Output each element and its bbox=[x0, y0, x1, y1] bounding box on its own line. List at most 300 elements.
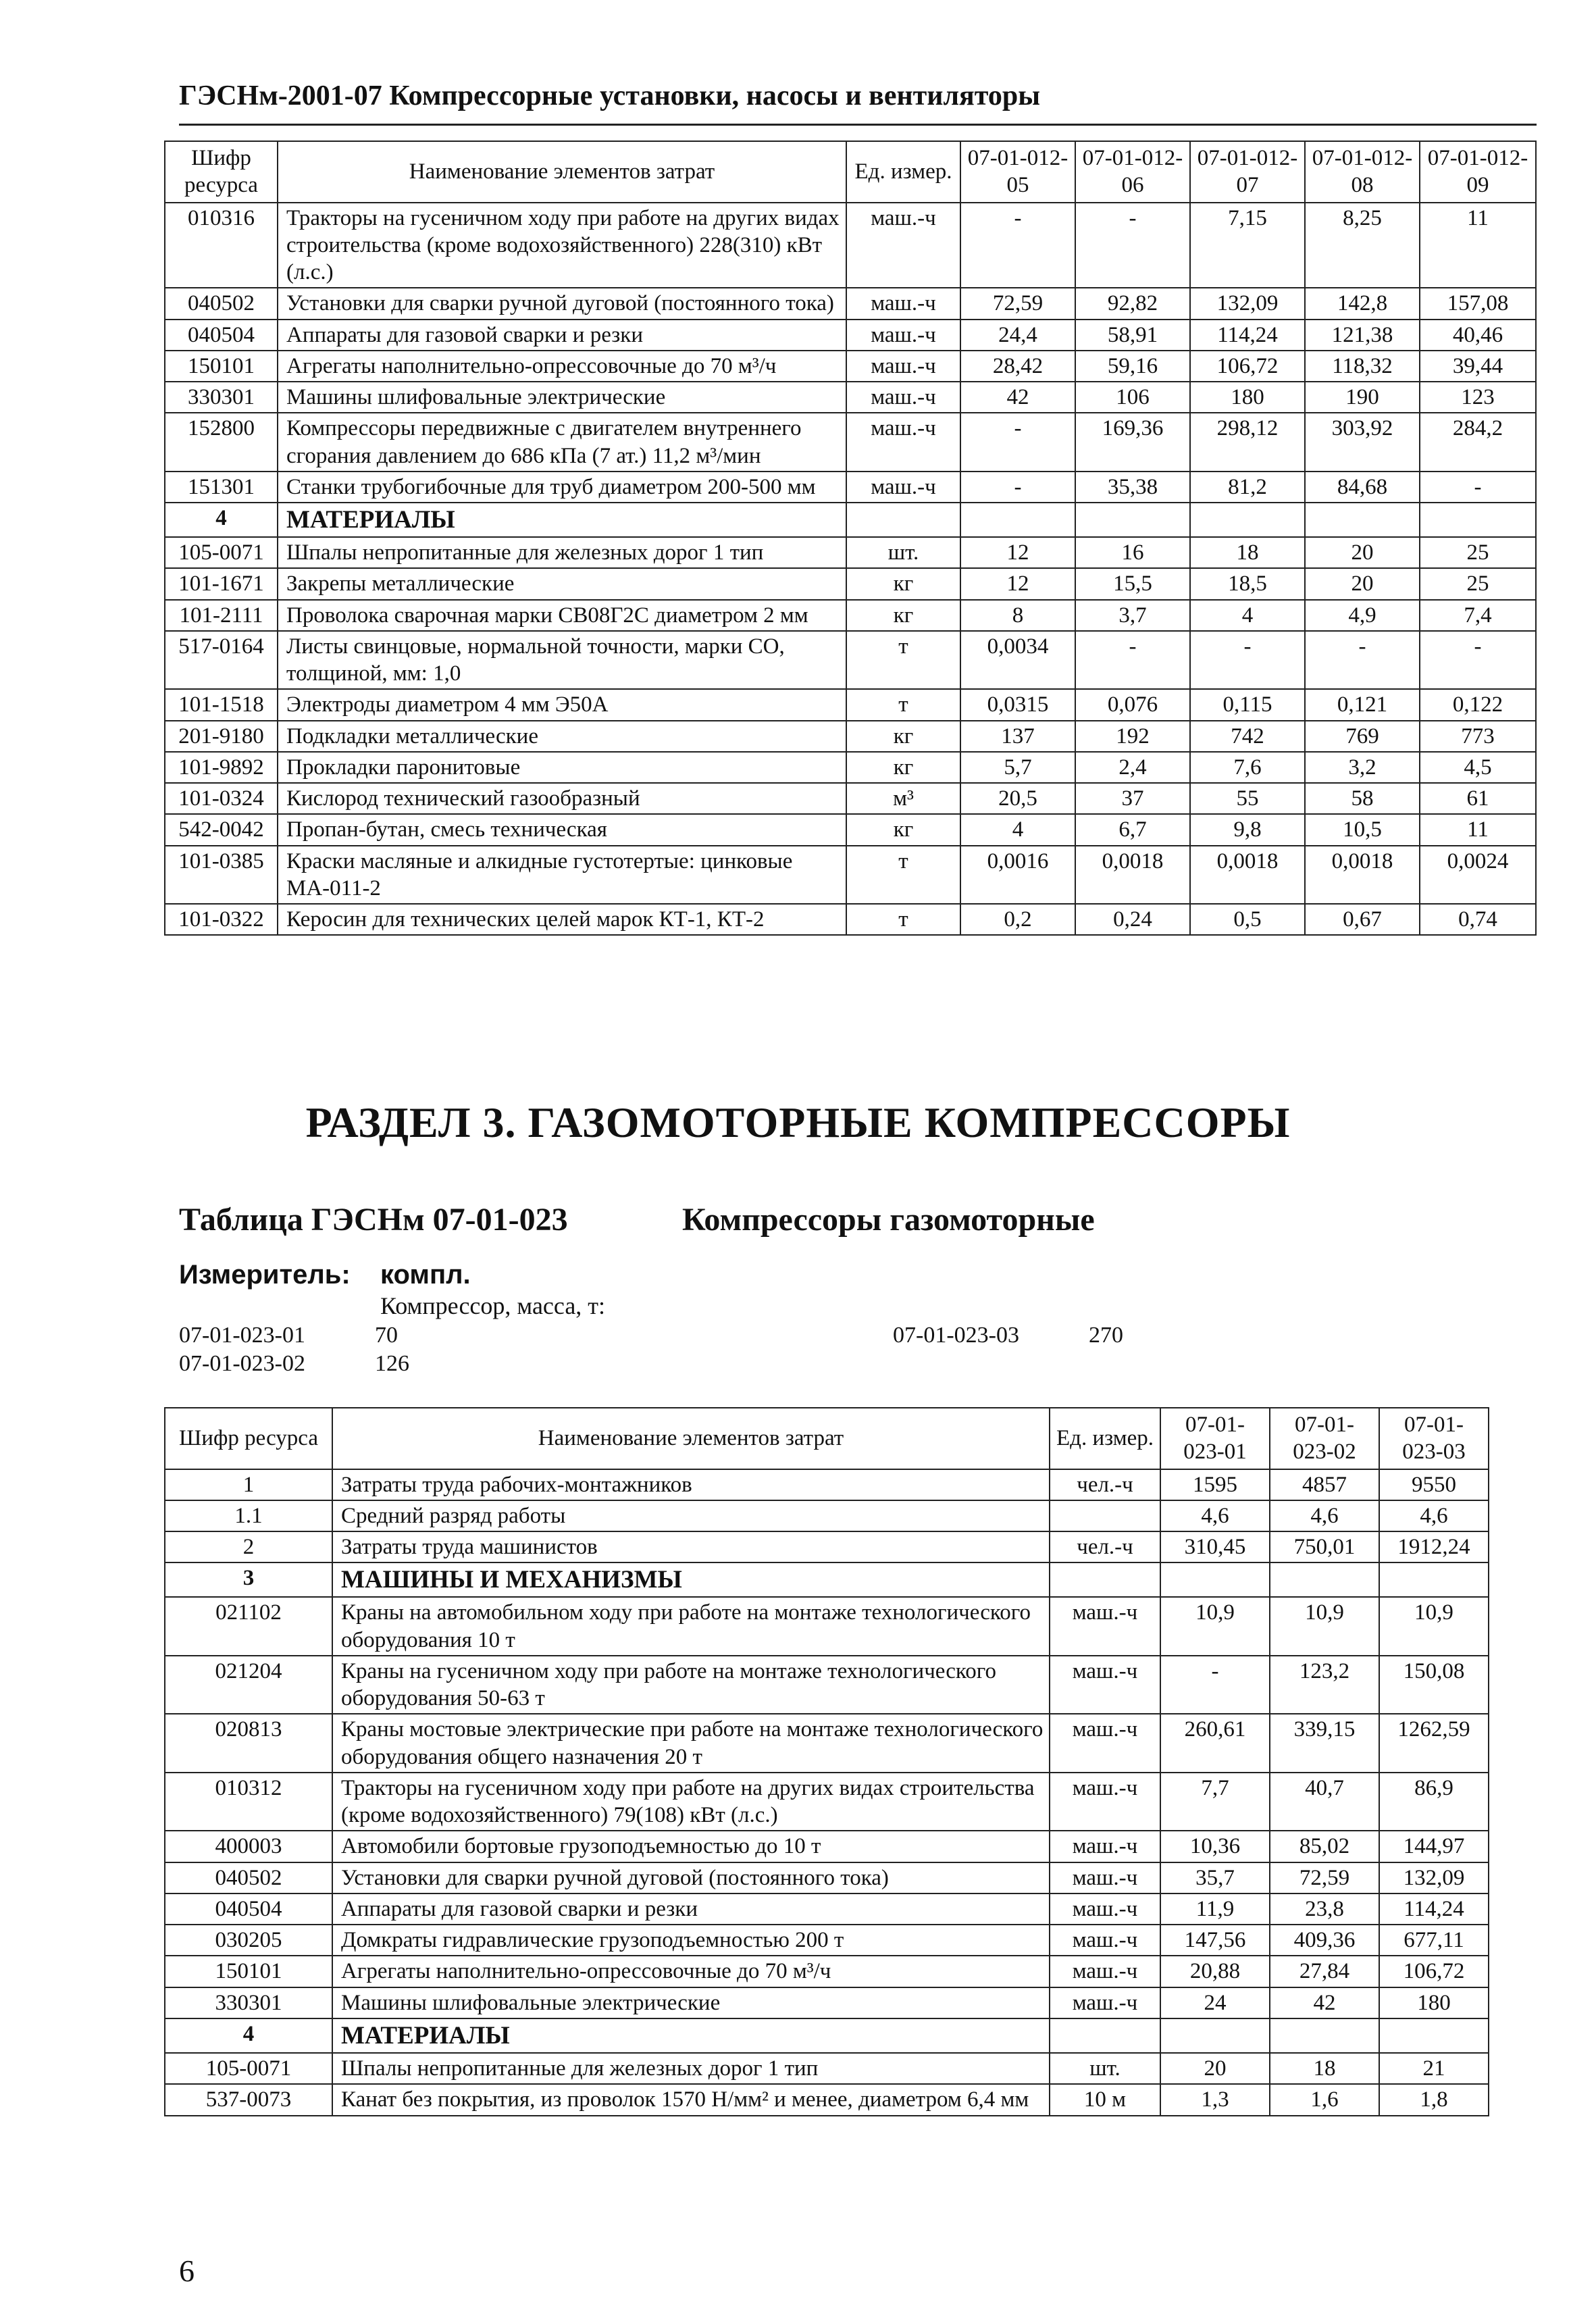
resource-code-cell: 150101 bbox=[165, 351, 278, 382]
value-cell: 4,6 bbox=[1379, 1500, 1489, 1531]
value-cell bbox=[960, 503, 1075, 537]
unit-cell: чел.-ч bbox=[1050, 1531, 1160, 1562]
value-cell: 742 bbox=[1190, 721, 1305, 752]
value-cell: 106 bbox=[1075, 382, 1190, 413]
resource-code-cell: 2 bbox=[165, 1531, 332, 1562]
value-cell: 180 bbox=[1379, 1987, 1489, 2018]
resource-code-cell: 1.1 bbox=[165, 1500, 332, 1531]
value-cell: 18 bbox=[1270, 2053, 1379, 2084]
col-header-variant: 07-01-012-08 bbox=[1305, 141, 1420, 203]
resource-table-1 bbox=[164, 141, 1537, 936]
parameter-label: Компрессор, масса, т: bbox=[380, 1292, 606, 1319]
col-header-variant: 07-01-023-01 bbox=[1160, 1408, 1270, 1469]
value-cell bbox=[1270, 2018, 1379, 2053]
value-cell: 4,6 bbox=[1160, 1500, 1270, 1531]
value-cell: 42 bbox=[960, 382, 1075, 413]
unit-cell: шт. bbox=[1050, 2053, 1160, 2084]
value-cell: 1,3 bbox=[1160, 2084, 1270, 2115]
unit-cell bbox=[846, 503, 960, 537]
value-cell: 118,32 bbox=[1305, 351, 1420, 382]
table-row bbox=[165, 1893, 1489, 1925]
table-row bbox=[165, 721, 1536, 752]
resource-code-cell: 020813 bbox=[165, 1714, 332, 1773]
value-cell: 40,7 bbox=[1270, 1773, 1379, 1831]
value-cell: 4 bbox=[960, 814, 1075, 845]
value-cell: 9550 bbox=[1379, 1469, 1489, 1500]
value-cell: 769 bbox=[1305, 721, 1420, 752]
value-cell: 1,8 bbox=[1379, 2084, 1489, 2115]
value-cell: 190 bbox=[1305, 382, 1420, 413]
table2-header-row bbox=[165, 1408, 1489, 1469]
col-header-code: Шифр ресурса bbox=[165, 141, 278, 203]
value-cell: 0,0315 bbox=[960, 689, 1075, 720]
resource-name-cell: Затраты труда машинистов bbox=[332, 1531, 1050, 1562]
value-cell: 23,8 bbox=[1270, 1893, 1379, 1925]
value-cell: 39,44 bbox=[1420, 351, 1536, 382]
resource-code-cell: 010312 bbox=[165, 1773, 332, 1831]
value-cell: 12 bbox=[960, 537, 1075, 568]
value-cell: 7,15 bbox=[1190, 203, 1305, 288]
value-cell: 42 bbox=[1270, 1987, 1379, 2018]
resource-code-cell: 400003 bbox=[165, 1831, 332, 1862]
value-cell: 147,56 bbox=[1160, 1925, 1270, 1956]
resource-name-cell: Аппараты для газовой сварки и резки bbox=[278, 320, 846, 351]
resource-name-cell: Подкладки металлические bbox=[278, 721, 846, 752]
col-header-variant: 07-01-012-06 bbox=[1075, 141, 1190, 203]
value-cell: 37 bbox=[1075, 783, 1190, 814]
resource-name-cell: Машины шлифовальные электрические bbox=[332, 1987, 1050, 2018]
resource-code-cell: 4 bbox=[165, 2018, 332, 2053]
unit-cell: чел.-ч bbox=[1050, 1469, 1160, 1500]
resource-code-cell: 517-0164 bbox=[165, 631, 278, 690]
resource-name-cell: Краны мостовые электрические при работе на монтаже технологического оборудования общего назначения 20 т bbox=[332, 1714, 1050, 1773]
table-row bbox=[165, 2084, 1489, 2115]
value-cell: 24 bbox=[1160, 1987, 1270, 2018]
variant-value: 70 bbox=[375, 1323, 398, 1348]
value-cell: 1595 bbox=[1160, 1469, 1270, 1500]
value-cell: 157,08 bbox=[1420, 288, 1536, 319]
unit-cell: маш.-ч bbox=[1050, 1656, 1160, 1714]
table-row bbox=[165, 1956, 1489, 1987]
resource-code-cell: 105-0071 bbox=[165, 2053, 332, 2084]
resource-name-cell: Аппараты для газовой сварки и резки bbox=[332, 1893, 1050, 1925]
value-cell: 20 bbox=[1160, 2053, 1270, 2084]
table1-header-row bbox=[165, 141, 1536, 203]
value-cell: 260,61 bbox=[1160, 1714, 1270, 1773]
page-number: 6 bbox=[179, 2254, 195, 2288]
resource-name-cell: Краны на автомобильном ходу при работе на монтаже технологического оборудования 10 т bbox=[332, 1597, 1050, 1656]
col-header-unit: Ед. измер. bbox=[1050, 1408, 1160, 1469]
section-row bbox=[165, 2018, 1489, 2053]
resource-code-cell: 330301 bbox=[165, 382, 278, 413]
value-cell: 677,11 bbox=[1379, 1925, 1489, 1956]
value-cell: 1912,24 bbox=[1379, 1531, 1489, 1562]
resource-name-cell: Краны на гусеничном ходу при работе на монтаже технологического оборудования 50-63 т bbox=[332, 1656, 1050, 1714]
resource-name-cell: Керосин для технических целей марок КТ-1, КТ-2 bbox=[278, 904, 846, 935]
resource-code-cell: 101-2111 bbox=[165, 600, 278, 631]
value-cell: 0,74 bbox=[1420, 904, 1536, 935]
resource-name-cell: МАТЕРИАЛЫ bbox=[332, 2018, 1050, 2053]
resource-code-cell: 040504 bbox=[165, 1893, 332, 1925]
value-cell: 0,076 bbox=[1075, 689, 1190, 720]
value-cell: 169,36 bbox=[1075, 413, 1190, 472]
section-title: РАЗДЕЛ 3. ГАЗОМОТОРНЫЕ КОМПРЕССОРЫ bbox=[305, 1098, 1291, 1146]
value-cell bbox=[1160, 1562, 1270, 1597]
table-row bbox=[165, 1925, 1489, 1956]
value-cell: 750,01 bbox=[1270, 1531, 1379, 1562]
value-cell bbox=[1379, 2018, 1489, 2053]
resource-table-2 bbox=[164, 1407, 1489, 2116]
value-cell: - bbox=[960, 413, 1075, 472]
unit-cell: маш.-ч bbox=[846, 320, 960, 351]
value-cell: - bbox=[1305, 631, 1420, 690]
unit-cell: маш.-ч bbox=[1050, 1925, 1160, 1956]
table-row bbox=[165, 413, 1536, 472]
value-cell: 11,9 bbox=[1160, 1893, 1270, 1925]
resource-code-cell: 1 bbox=[165, 1469, 332, 1500]
table-row bbox=[165, 472, 1536, 503]
value-cell: 7,4 bbox=[1420, 600, 1536, 631]
page-header: ГЭСНм-2001-07 Компрессорные установки, насосы и вентиляторы bbox=[179, 80, 1041, 111]
value-cell: 142,8 bbox=[1305, 288, 1420, 319]
value-cell: 3,2 bbox=[1305, 752, 1420, 783]
value-cell: 1,6 bbox=[1270, 2084, 1379, 2115]
table-row bbox=[165, 783, 1536, 814]
unit-cell: маш.-ч bbox=[1050, 1714, 1160, 1773]
resource-code-cell: 101-1671 bbox=[165, 568, 278, 599]
resource-name-cell: Агрегаты наполнительно-опрессовочные до 70 м³/ч bbox=[332, 1956, 1050, 1987]
unit-cell: маш.-ч bbox=[1050, 1831, 1160, 1862]
value-cell: 11 bbox=[1420, 814, 1536, 845]
value-cell: 8 bbox=[960, 600, 1075, 631]
resource-code-cell: 542-0042 bbox=[165, 814, 278, 845]
value-cell: - bbox=[1075, 203, 1190, 288]
unit-cell: кг bbox=[846, 600, 960, 631]
table-row bbox=[165, 1469, 1489, 1500]
table-name: Компрессоры газомоторные bbox=[682, 1202, 1095, 1238]
value-cell: 0,115 bbox=[1190, 689, 1305, 720]
resource-code-cell: 010316 bbox=[165, 203, 278, 288]
table-row bbox=[165, 568, 1536, 599]
unit-cell: маш.-ч bbox=[1050, 1773, 1160, 1831]
value-cell: 4857 bbox=[1270, 1469, 1379, 1500]
value-cell: 114,24 bbox=[1190, 320, 1305, 351]
variant-code: 07-01-023-02 bbox=[179, 1351, 305, 1376]
value-cell: 0,0018 bbox=[1190, 846, 1305, 905]
resource-code-cell: 040502 bbox=[165, 288, 278, 319]
value-cell: 114,24 bbox=[1379, 1893, 1489, 1925]
col-header-variant: 07-01-012-05 bbox=[960, 141, 1075, 203]
col-header-code: Шифр ресурса bbox=[165, 1408, 332, 1469]
resource-code-cell: 3 bbox=[165, 1562, 332, 1597]
value-cell: 298,12 bbox=[1190, 413, 1305, 472]
value-cell: 1262,59 bbox=[1379, 1714, 1489, 1773]
value-cell: 409,36 bbox=[1270, 1925, 1379, 1956]
value-cell: 123,2 bbox=[1270, 1656, 1379, 1714]
value-cell: 86,9 bbox=[1379, 1773, 1489, 1831]
value-cell: 284,2 bbox=[1420, 413, 1536, 472]
value-cell bbox=[1305, 503, 1420, 537]
value-cell bbox=[1270, 1562, 1379, 1597]
variant-value: 270 bbox=[1089, 1323, 1123, 1348]
resource-name-cell: Шпалы непропитанные для железных дорог 1 тип bbox=[332, 2053, 1050, 2084]
table-row bbox=[165, 382, 1536, 413]
resource-code-cell: 537-0073 bbox=[165, 2084, 332, 2115]
value-cell: 10,9 bbox=[1160, 1597, 1270, 1656]
value-cell: 84,68 bbox=[1305, 472, 1420, 503]
value-cell: 121,38 bbox=[1305, 320, 1420, 351]
resource-code-cell: 101-9892 bbox=[165, 752, 278, 783]
variant-value: 126 bbox=[375, 1351, 409, 1376]
resource-name-cell: МАШИНЫ И МЕХАНИЗМЫ bbox=[332, 1562, 1050, 1597]
value-cell: 4 bbox=[1190, 600, 1305, 631]
resource-name-cell: Закрепы металлические bbox=[278, 568, 846, 599]
value-cell: 0,122 bbox=[1420, 689, 1536, 720]
unit-cell: 10 м bbox=[1050, 2084, 1160, 2115]
resource-code-cell: 330301 bbox=[165, 1987, 332, 2018]
value-cell: 28,42 bbox=[960, 351, 1075, 382]
resource-name-cell: Кислород технический газообразный bbox=[278, 783, 846, 814]
unit-cell: маш.-ч bbox=[1050, 1862, 1160, 1893]
value-cell: 12 bbox=[960, 568, 1075, 599]
value-cell: 4,9 bbox=[1305, 600, 1420, 631]
col-header-name: Наименование элементов затрат bbox=[332, 1408, 1050, 1469]
resource-name-cell: Автомобили бортовые грузоподъемностью до 10 т bbox=[332, 1831, 1050, 1862]
resource-name-cell: Средний разряд работы bbox=[332, 1500, 1050, 1531]
value-cell: 10,36 bbox=[1160, 1831, 1270, 1862]
resource-name-cell: Листы свинцовые, нормальной точности, марки СО, толщиной, мм: 1,0 bbox=[278, 631, 846, 690]
value-cell: - bbox=[1190, 631, 1305, 690]
table-row bbox=[165, 351, 1536, 382]
unit-cell: м³ bbox=[846, 783, 960, 814]
unit-cell: маш.-ч bbox=[846, 472, 960, 503]
value-cell: 20 bbox=[1305, 537, 1420, 568]
value-cell: 106,72 bbox=[1379, 1956, 1489, 1987]
value-cell: 132,09 bbox=[1379, 1862, 1489, 1893]
unit-cell bbox=[1050, 1562, 1160, 1597]
measurer-unit: компл. bbox=[380, 1260, 471, 1290]
value-cell: 40,46 bbox=[1420, 320, 1536, 351]
resource-code-cell: 4 bbox=[165, 503, 278, 537]
unit-cell: маш.-ч bbox=[846, 351, 960, 382]
value-cell: 72,59 bbox=[960, 288, 1075, 319]
value-cell: 123 bbox=[1420, 382, 1536, 413]
value-cell: 25 bbox=[1420, 537, 1536, 568]
value-cell: 7,6 bbox=[1190, 752, 1305, 783]
value-cell: 27,84 bbox=[1270, 1956, 1379, 1987]
value-cell: - bbox=[1420, 631, 1536, 690]
col-header-variant: 07-01-012-07 bbox=[1190, 141, 1305, 203]
table-row bbox=[165, 1987, 1489, 2018]
resource-name-cell: Агрегаты наполнительно-опрессовочные до 70 м³/ч bbox=[278, 351, 846, 382]
col-header-variant: 07-01-023-02 bbox=[1270, 1408, 1379, 1469]
value-cell: 16 bbox=[1075, 537, 1190, 568]
value-cell: 192 bbox=[1075, 721, 1190, 752]
resource-name-cell: Краски масляные и алкидные густотертые: цинковые МА-011-2 bbox=[278, 846, 846, 905]
unit-cell: т bbox=[846, 904, 960, 935]
value-cell: 303,92 bbox=[1305, 413, 1420, 472]
resource-name-cell: МАТЕРИАЛЫ bbox=[278, 503, 846, 537]
table-row bbox=[165, 1862, 1489, 1893]
resource-code-cell: 101-0385 bbox=[165, 846, 278, 905]
resource-code-cell: 040502 bbox=[165, 1862, 332, 1893]
resource-name-cell: Пропан-бутан, смесь техническая bbox=[278, 814, 846, 845]
value-cell: - bbox=[960, 203, 1075, 288]
resource-name-cell: Электроды диаметром 4 мм Э50А bbox=[278, 689, 846, 720]
table-row bbox=[165, 320, 1536, 351]
resource-name-cell: Прокладки паронитовые bbox=[278, 752, 846, 783]
value-cell: 15,5 bbox=[1075, 568, 1190, 599]
table-row bbox=[165, 814, 1536, 845]
resource-code-cell: 101-0324 bbox=[165, 783, 278, 814]
value-cell: 10,9 bbox=[1379, 1597, 1489, 1656]
unit-cell: маш.-ч bbox=[1050, 1893, 1160, 1925]
unit-cell: маш.-ч bbox=[1050, 1987, 1160, 2018]
value-cell: - bbox=[1075, 631, 1190, 690]
value-cell: 92,82 bbox=[1075, 288, 1190, 319]
value-cell: 9,8 bbox=[1190, 814, 1305, 845]
value-cell: 20 bbox=[1305, 568, 1420, 599]
unit-cell: т bbox=[846, 846, 960, 905]
resource-name-cell: Домкраты гидравлические грузоподъемностью 200 т bbox=[332, 1925, 1050, 1956]
value-cell: 6,7 bbox=[1075, 814, 1190, 845]
value-cell: 144,97 bbox=[1379, 1831, 1489, 1862]
resource-name-cell: Канат без покрытия, из проволок 1570 Н/мм² и менее, диаметром 6,4 мм bbox=[332, 2084, 1050, 2115]
table-row bbox=[165, 1714, 1489, 1773]
measurer-label: Измеритель: bbox=[179, 1260, 351, 1290]
resource-code-cell: 105-0071 bbox=[165, 537, 278, 568]
variant-code: 07-01-023-03 bbox=[893, 1323, 1019, 1348]
value-cell: 339,15 bbox=[1270, 1714, 1379, 1773]
table-row bbox=[165, 846, 1536, 905]
table-row bbox=[165, 2053, 1489, 2084]
resource-name-cell: Тракторы на гусеничном ходу при работе на других видах строительства (кроме водохозяйственного) 228(310) кВт (л.с.) bbox=[278, 203, 846, 288]
table-label: Таблица ГЭСНм 07-01-023 bbox=[179, 1202, 568, 1238]
col-header-name: Наименование элементов затрат bbox=[278, 141, 846, 203]
table-row bbox=[165, 1773, 1489, 1831]
value-cell bbox=[1420, 503, 1536, 537]
section-row bbox=[165, 1562, 1489, 1597]
value-cell: 0,0034 bbox=[960, 631, 1075, 690]
resource-name-cell: Установки для сварки ручной дуговой (постоянного тока) bbox=[332, 1862, 1050, 1893]
resource-name-cell: Станки трубогибочные для труб диаметром 200-500 мм bbox=[278, 472, 846, 503]
unit-cell: кг bbox=[846, 814, 960, 845]
value-cell: 0,0018 bbox=[1075, 846, 1190, 905]
table-row bbox=[165, 689, 1536, 720]
unit-cell: т bbox=[846, 631, 960, 690]
col-header-unit: Ед. измер. bbox=[846, 141, 960, 203]
unit-cell: шт. bbox=[846, 537, 960, 568]
value-cell: 21 bbox=[1379, 2053, 1489, 2084]
resource-code-cell: 021102 bbox=[165, 1597, 332, 1656]
resource-code-cell: 040504 bbox=[165, 320, 278, 351]
value-cell: 25 bbox=[1420, 568, 1536, 599]
header-rule bbox=[179, 124, 1537, 126]
table-row bbox=[165, 1656, 1489, 1714]
value-cell: 61 bbox=[1420, 783, 1536, 814]
value-cell: 58,91 bbox=[1075, 320, 1190, 351]
value-cell: 58 bbox=[1305, 783, 1420, 814]
value-cell: 310,45 bbox=[1160, 1531, 1270, 1562]
resource-code-cell: 152800 bbox=[165, 413, 278, 472]
table-row bbox=[165, 203, 1536, 288]
value-cell bbox=[1379, 1562, 1489, 1597]
value-cell: 0,121 bbox=[1305, 689, 1420, 720]
unit-cell bbox=[1050, 1500, 1160, 1531]
value-cell: 7,7 bbox=[1160, 1773, 1270, 1831]
table-row bbox=[165, 752, 1536, 783]
value-cell: 137 bbox=[960, 721, 1075, 752]
value-cell bbox=[1160, 2018, 1270, 2053]
value-cell: 18 bbox=[1190, 537, 1305, 568]
unit-cell: кг bbox=[846, 721, 960, 752]
resource-name-cell: Тракторы на гусеничном ходу при работе на других видах строительства (кроме водохозяйственного) 79(108) кВт (л.с.) bbox=[332, 1773, 1050, 1831]
resource-code-cell: 021204 bbox=[165, 1656, 332, 1714]
unit-cell: маш.-ч bbox=[846, 203, 960, 288]
value-cell: - bbox=[960, 472, 1075, 503]
resource-code-cell: 201-9180 bbox=[165, 721, 278, 752]
table2-body bbox=[165, 1469, 1489, 2116]
table-row bbox=[165, 1500, 1489, 1531]
value-cell: 18,5 bbox=[1190, 568, 1305, 599]
table-row bbox=[165, 1831, 1489, 1862]
value-cell: - bbox=[1420, 472, 1536, 503]
table-row bbox=[165, 904, 1536, 935]
value-cell: 106,72 bbox=[1190, 351, 1305, 382]
value-cell: 35,7 bbox=[1160, 1862, 1270, 1893]
resource-name-cell: Проволока сварочная марки СВ08Г2С диаметром 2 мм bbox=[278, 600, 846, 631]
value-cell: 59,16 bbox=[1075, 351, 1190, 382]
unit-cell: кг bbox=[846, 752, 960, 783]
value-cell: 132,09 bbox=[1190, 288, 1305, 319]
value-cell: 35,38 bbox=[1075, 472, 1190, 503]
value-cell: - bbox=[1160, 1656, 1270, 1714]
table-row bbox=[165, 600, 1536, 631]
resource-name-cell: Компрессоры передвижные с двигателем внутреннего сгорания давлением до 686 кПа (7 ат.) 11,2 м³/мин bbox=[278, 413, 846, 472]
resource-code-cell: 150101 bbox=[165, 1956, 332, 1987]
value-cell: 81,2 bbox=[1190, 472, 1305, 503]
value-cell: 10,9 bbox=[1270, 1597, 1379, 1656]
variant-code: 07-01-023-01 bbox=[179, 1323, 305, 1348]
resource-name-cell: Машины шлифовальные электрические bbox=[278, 382, 846, 413]
table-row bbox=[165, 1597, 1489, 1656]
value-cell: 85,02 bbox=[1270, 1831, 1379, 1862]
unit-cell: маш.-ч bbox=[846, 413, 960, 472]
value-cell: 773 bbox=[1420, 721, 1536, 752]
value-cell: 0,0018 bbox=[1305, 846, 1420, 905]
resource-name-cell: Затраты труда рабочих-монтажников bbox=[332, 1469, 1050, 1500]
col-header-variant: 07-01-012-09 bbox=[1420, 141, 1536, 203]
resource-code-cell: 151301 bbox=[165, 472, 278, 503]
value-cell: 8,25 bbox=[1305, 203, 1420, 288]
resource-code-cell: 101-0322 bbox=[165, 904, 278, 935]
unit-cell: маш.-ч bbox=[1050, 1597, 1160, 1656]
table-row bbox=[165, 631, 1536, 690]
value-cell: 4,6 bbox=[1270, 1500, 1379, 1531]
unit-cell: т bbox=[846, 689, 960, 720]
value-cell: 72,59 bbox=[1270, 1862, 1379, 1893]
value-cell: 24,4 bbox=[960, 320, 1075, 351]
resource-code-cell: 101-1518 bbox=[165, 689, 278, 720]
unit-cell: маш.-ч bbox=[846, 382, 960, 413]
value-cell: 0,0024 bbox=[1420, 846, 1536, 905]
table1-body bbox=[165, 203, 1536, 936]
value-cell: 11 bbox=[1420, 203, 1536, 288]
value-cell: 4,5 bbox=[1420, 752, 1536, 783]
value-cell: 0,67 bbox=[1305, 904, 1420, 935]
table-row bbox=[165, 1531, 1489, 1562]
value-cell: 3,7 bbox=[1075, 600, 1190, 631]
